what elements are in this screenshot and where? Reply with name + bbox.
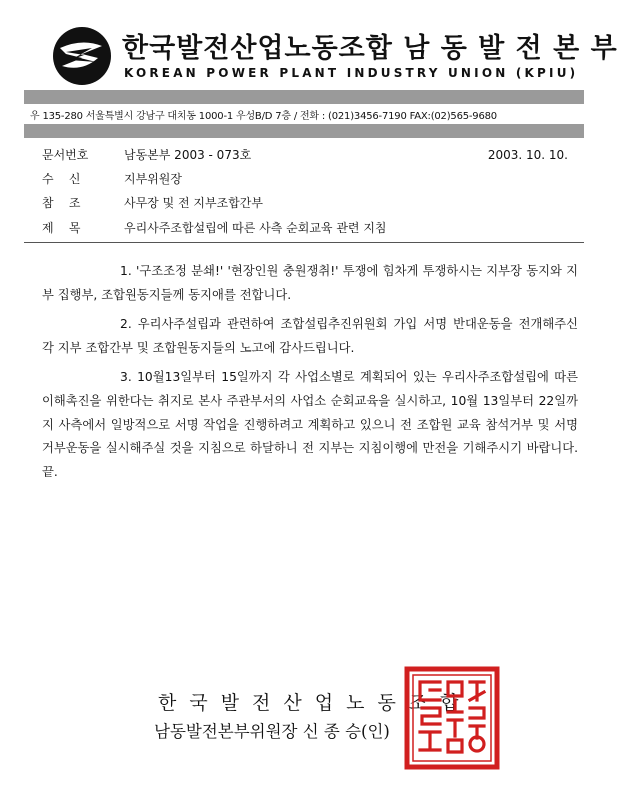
reference-row [42, 194, 263, 211]
org-title-english: KOREAN POWER PLANT INDUSTRY UNION (KPIU) [124, 66, 579, 80]
kpiu-logo-icon [52, 26, 112, 86]
reference-label: 참 조 [42, 196, 81, 210]
org-title-korean: 한국발전산업노동조합 남 동 발 전 본 부 [122, 33, 618, 64]
doc-number-value: 남동본부 2003 - 073호 [124, 148, 252, 162]
address-line: 우 135-280 서울특별시 강남구 대치동 1000-1 우성B/D 7층 / 전화 : (021)3456-7190 FAX:(02)565-9680 [30, 111, 497, 122]
recipient-value: 지부위원장 [124, 172, 182, 186]
footer-signatory: 남동발전본부위원장 신 종 승(인) [154, 722, 390, 741]
doc-number-row [42, 146, 251, 163]
subject-value: 우리사주조합설립에 따른 사측 순회교육 관련 지침 [124, 221, 387, 235]
header-bar-bottom [24, 124, 584, 138]
meta-divider [24, 242, 584, 243]
paragraph-3: 3. 10월13일부터 15일까지 각 사업소별로 계획되어 있는 우리사주조합설립에 따른 이해촉진을 위한다는 취지로 본사 주관부서의 사업소 순회교육을 실시하고, 10월 13일부터 22일까지 사측에서 일방적으로 서명 작업을 진행하려고 계획하고 있으니 전 조합원 교육 참석거부 및 서명거부운동을 실시해주실 것을 지침으로 하달하니 전 지부는 지침이행에 만전을 기해주시기 바랍니다. 끝. [42, 370, 578, 479]
subject-label: 제 목 [42, 221, 81, 235]
footer-org-name: 한국발전산업노동조합 [158, 692, 472, 714]
official-seal-icon [404, 666, 500, 770]
paragraph-2: 2. 우리사주설립과 관련하여 조합설립추진위원회 가입 서명 반대운동을 전개해주신 각 지부 조합간부 및 조합원동지들의 노고에 감사드립니다. [42, 317, 578, 355]
recipient-label: 수 신 [42, 172, 81, 186]
reference-value: 사무장 및 전 지부조합간부 [124, 196, 263, 210]
recipient-row [42, 170, 182, 187]
doc-date: 2003. 10. 10. [487, 148, 568, 162]
letter-body [42, 260, 578, 490]
header-bar-top [24, 90, 584, 104]
paragraph-1: 1. '구조조정 분쇄!' '현장인원 충원쟁취!' 투쟁에 힘차게 투쟁하시는 지부장 동지와 지부 집행부, 조합원동지들께 동지애를 전합니다. [42, 264, 578, 302]
subject-row [42, 219, 387, 236]
doc-number-label: 문서번호 [42, 148, 89, 162]
